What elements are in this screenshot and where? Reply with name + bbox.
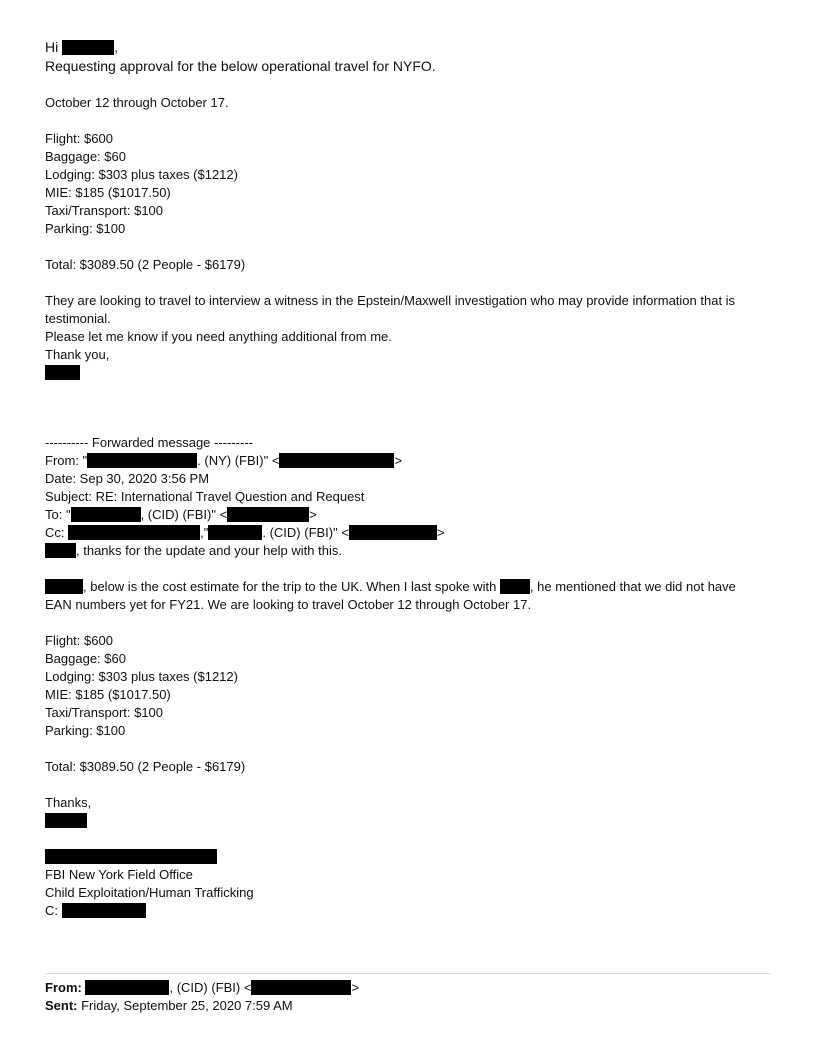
cost-flight: Flight: $600 [45, 131, 113, 146]
redaction-block [85, 980, 169, 995]
cost-transport: Taxi/Transport: $100 [45, 203, 164, 218]
cc-label: Cc: [45, 525, 69, 540]
cc-mid1: ," [200, 525, 209, 540]
divider [45, 973, 771, 974]
signature-title [45, 848, 217, 866]
cost-flight: Flight: $600 [45, 633, 113, 648]
travel-dates: October 12 through October 17. [45, 95, 229, 110]
redaction-block [62, 903, 146, 918]
cost-baggage: Baggage: $60 [45, 149, 126, 164]
forwarded-cc [45, 524, 445, 542]
request-line: Requesting approval for the below operational travel for NYFO. [45, 58, 436, 74]
cost-parking: Parking: $100 [45, 221, 126, 236]
redaction-block [251, 980, 351, 995]
redaction-block [279, 453, 394, 468]
redaction-block [45, 813, 87, 828]
earlier-sent [45, 997, 293, 1015]
redaction-block [208, 525, 262, 540]
cc-end: > [436, 525, 445, 540]
cell-label: C: [45, 903, 62, 918]
cost-lodging: Lodging: $303 plus taxes ($1212) [45, 669, 238, 684]
redaction-block [227, 507, 309, 522]
redaction-block [45, 579, 83, 594]
redaction-block [45, 849, 217, 864]
cost-transport: Taxi/Transport: $100 [45, 705, 164, 720]
earlier-sent-value: Friday, September 25, 2020 7:59 AM [77, 998, 293, 1013]
signature-office: FBI New York Field Office [45, 867, 193, 882]
signature-cell [45, 902, 146, 920]
signature-name [45, 812, 87, 830]
reply-line-2 [45, 578, 736, 596]
cost-total: Total: $3089.50 (2 People - $6179) [45, 759, 246, 774]
reply-text: , below is the cost estimate for the trip to the UK. When I last spoke with [83, 579, 500, 594]
signature-unit: Child Exploitation/Human Trafficking [45, 885, 254, 900]
reply-text: , he mentioned that we did not have [529, 579, 736, 594]
earlier-from [45, 979, 359, 997]
reply-line-3: EAN numbers yet for FY21. We are looking to travel October 12 through October 17. [45, 597, 532, 612]
let-know-line: Please let me know if you need anything additional from me. [45, 329, 392, 344]
thank-you-line: Thank you, [45, 347, 110, 362]
thanks-line: Thanks, [45, 795, 92, 810]
cc-mid2: . (CID) (FBI)" < [262, 525, 349, 540]
cost-mie: MIE: $185 ($1017.50) [45, 185, 171, 200]
to-label: To: " [45, 507, 71, 522]
travel-purpose: They are looking to travel to interview a witness in the Epstein/Maxwell investigation who may provide information that is testimonial. [45, 293, 736, 326]
sender-signature [45, 364, 80, 382]
cost-baggage: Baggage: $60 [45, 651, 126, 666]
earlier-sent-label: Sent: [45, 998, 78, 1013]
earlier-from-label: From: [45, 980, 82, 995]
redaction-block [45, 543, 76, 558]
greeting-line [45, 38, 118, 56]
earlier-from-end: > [351, 980, 360, 995]
earlier-from-mid: , (CID) (FBI) < [169, 980, 252, 995]
to-end: > [309, 507, 317, 522]
redaction-block [87, 453, 197, 468]
redaction-block [71, 507, 141, 522]
to-mid: , (CID) (FBI)" < [140, 507, 228, 522]
cost-lodging: Lodging: $303 plus taxes ($1212) [45, 167, 238, 182]
forwarded-to [45, 506, 317, 524]
cost-mie: MIE: $185 ($1017.50) [45, 687, 171, 702]
forwarded-marker: ---------- Forwarded message --------- [45, 435, 253, 450]
from-label: From: " [45, 453, 88, 468]
forwarded-date: Date: Sep 30, 2020 3:56 PM [45, 471, 210, 486]
forwarded-subject: Subject: RE: International Travel Question and Request [45, 489, 365, 504]
redaction-block [349, 525, 437, 540]
redaction-block [62, 40, 114, 55]
cost-total: Total: $3089.50 (2 People - $6179) [45, 257, 246, 272]
greeting-hi: Hi [45, 39, 59, 55]
cost-parking: Parking: $100 [45, 723, 126, 738]
greeting-comma: , [114, 39, 119, 55]
reply-text: , thanks for the update and your help with this. [76, 543, 342, 558]
redaction-block [500, 579, 530, 594]
from-mid: . (NY) (FBI)" < [197, 453, 280, 468]
forwarded-from [45, 452, 402, 470]
redaction-block [45, 365, 80, 380]
from-end: > [394, 453, 403, 468]
reply-line-1 [45, 542, 342, 560]
redaction-block [68, 525, 200, 540]
